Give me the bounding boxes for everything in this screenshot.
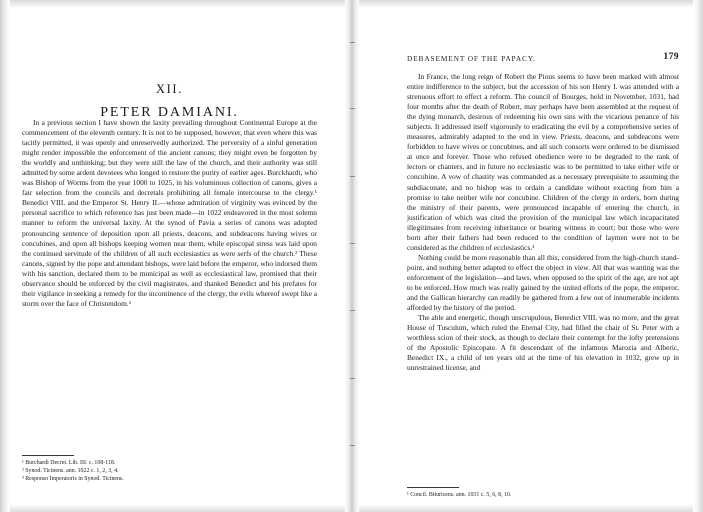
right-page xyxy=(352,0,703,512)
paragraph: In France, the long reign of Robert the Pious seems to have been marked with almost entire indifference to the subject, but the accession of his son Henry I. was attended with a strenuous effort to effect a reform. The council of Bourges, held in November, 1031, had four months after the death of Robert, may perhaps have been assembled at the request of the dying monarch, desirous of redeeming his own sins with the vicarious penance of his subjects. It addressed itself vigorously to eradicating the evil by a comprehensive series of measures, admirably adapted to the end in view. Priests, deacons, and subdeacons were forbidden to have wives or concubines, and all such consorts were ordered to be dismissed at once and forever. Those who refused obedience were to be degraded to the rank of lectors or chanters, and in future no ecclesiastic was to be permitted to take either wife or concubine. A vow of chastity was commanded as a necessary prerequisite to assuming the subdiaconate, and no bishop was to ordain a candidate without exacting from him a promise to take neither wife nor concubine. Children of the clergy in orders, born during the ministry of their parents, were pronounced incapable of entering the church, in justification of which was cited the provision of the municipal law which incapacitated illegitimates from receiving inheritance or bearing witness in court; but those who were born after their fathers had been reduced to the condition of laymen were not to be considered as the children of ecclesiastics.¹ xyxy=(407,72,679,252)
footnote-rule xyxy=(22,455,74,456)
chapter-title: PETER DAMIANI. xyxy=(100,105,239,120)
paragraph: In a previous section I have shown the laxity prevailing throughout Continental Europe at the commencement of the eleventh century. It is not to be supposed, however, that even where this was tacitly permitted, it was openly and unreservedly authorized. The perversity of a sinful generation might render impossible the enforcement of the ancient canons; they might even be forgotten by the worldly and unthinking; but they were still the law of the church, and their authority was still admitted by some ardent devotees who longed to restore the purity of earlier ages. Burckhardt, who was Bishop of Worms from the year 1000 to 1025, in his voluminous collection of canons, gives a fair selection from the councils and decretals prohibiting all female intercourse to the clergy.¹ Benedict VIII. and the Emperor St. Henry II.—whose admiration of virginity was evinced by the personal sacrifice to which reference has just been made—in 1022 endeavored in the most solemn manner to reform the universal laxity. At the synod of Pavia a series of canons was adopted pronouncing sentence of deposition upon all priests, deacons, and subdeacons having wives or concubines, and upon all bishops keeping women near them, while episcopal stress was laid upon the continued servitude of the children of all such ecclesiastics as were serfs of the church.² These canons, signed by the pope and attendant bishops, were laid before the emperor, who indorsed them with his sanction, declared them to be municipal as well as ecclesiastical law, promised that their observance should be enforced by the civil magistrates, and thanked Benedict and his prefates for their vigilance in seeking a remedy for the incontinence of the clergy, the evils whereof swept like a storm over the face of Christendom.³ xyxy=(22,118,317,308)
footnote: ¹ Concil. Bituricens. ann. 1031 c. 5, 6, 8, 10. xyxy=(407,492,512,498)
footnote: ¹ Burchardi Decret. Lib. III. c. 108-118. xyxy=(22,460,116,466)
footnote-rule xyxy=(407,487,459,488)
left-page-footnotes xyxy=(22,455,317,484)
right-page-footnotes xyxy=(407,487,679,499)
running-head: DEBASEMENT OF THE PAPACY. xyxy=(407,54,536,63)
chapter-number: XII. xyxy=(156,82,183,96)
left-page-text-column xyxy=(22,118,317,309)
right-page-text-column xyxy=(407,72,679,373)
paragraph: The able and energetic, though unscrupulous, Benedict VIII. was no more, and the great House of Tusculum, which ruled the Eternal City, had filled the chair of St. Peter with a worthless scion of their stock, as though to declare their contempt for the lofty pretensions of the Apostolic Episcopate. A fit descendant of the infamous Marozia and Alberic, Benedict IX., a child of ten years old at the time of his elevation in 1032, grew up in unrestrained license, and xyxy=(407,313,679,373)
paragraph: Nothing could be more reasonable than all this, considered from the high-church stand-point, and nothing better adapted to effect the object in view. All that was wanting was the enforcement of the legislation—and laws, when opposed to the spirit of the age, are not apt to be enforced. How much was really gained by the united efforts of the pope, the emperor, and the Gallican hierarchy can readily be gathered from a few out of innumerable incidents afforded by the history of the period. xyxy=(407,252,679,313)
footnote: ³ Responso Imperatoris in Synod. Ticinens. xyxy=(22,476,124,483)
footnote: ² Synod. Ticinens. ann. 1022 c. 1, 2, 3, 4. xyxy=(22,468,119,475)
page-number: 179 xyxy=(663,51,679,62)
